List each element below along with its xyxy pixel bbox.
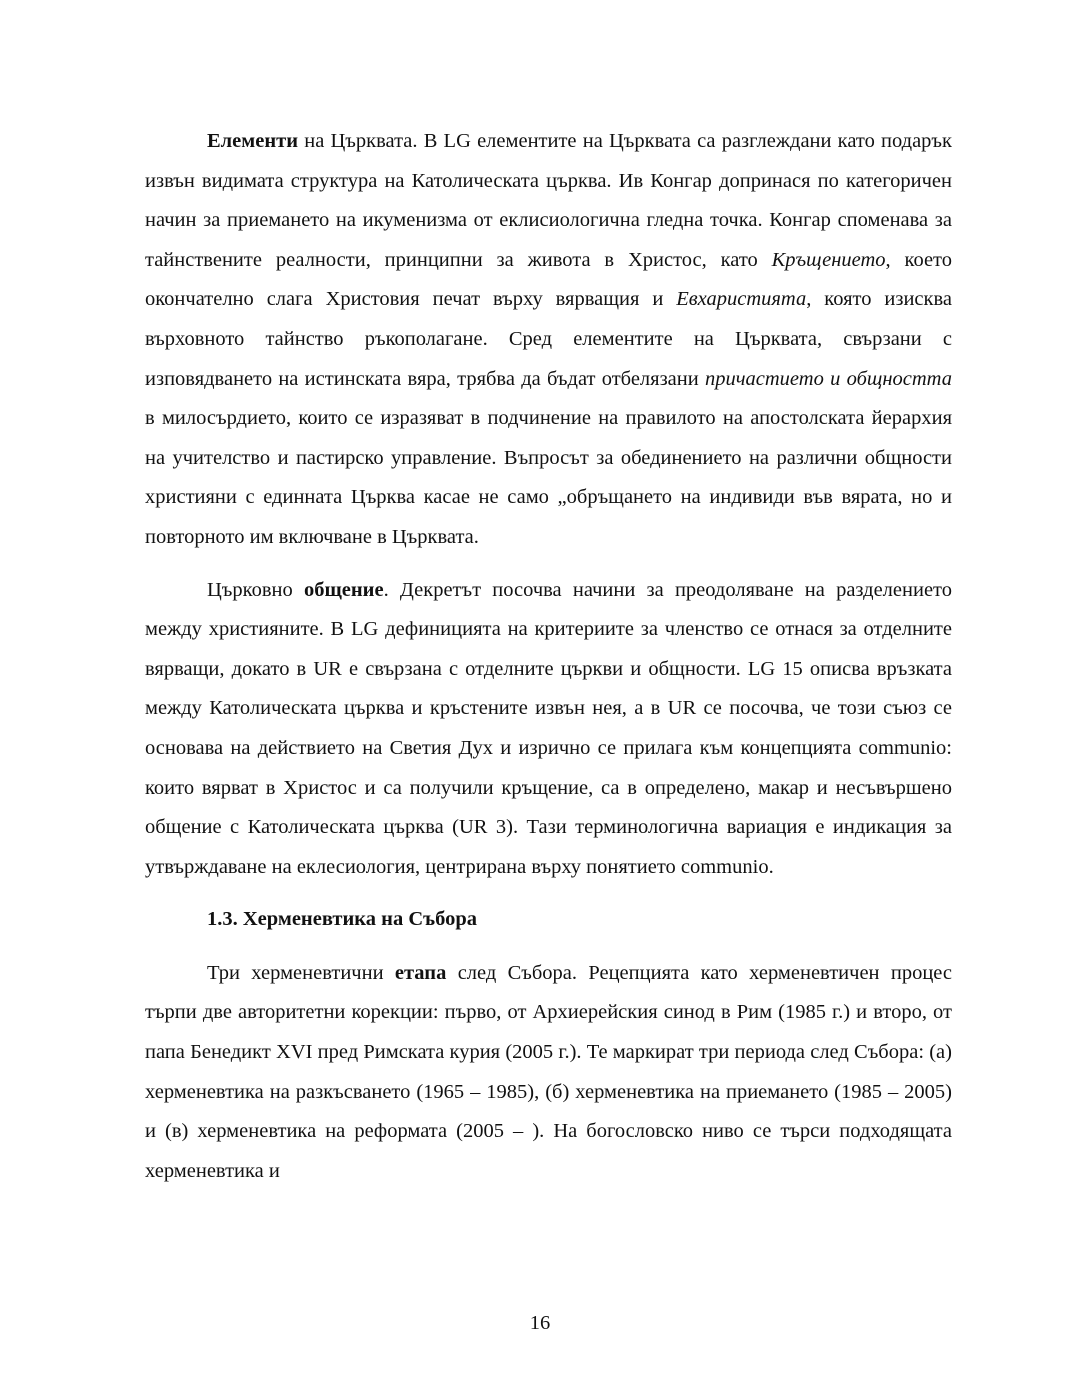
text-run: в милосърдието, които се изразяват в подчинение на правилото на апостолската йерархия на учителство и пастирско управление. Въпросът за обединението на различни общности християни с единната Църква касае не само „обръщането на индивиди във вярата, но и повторното им включване в Църквата.: [145, 407, 952, 548]
paragraph-communion: [145, 571, 952, 888]
text-run: на Църквата. В LG елементите на Църквата са разглеждани като подарък извън видимата структура на Католическата църква. Ив Конгар допринася по категоричен начин за приемането на икуменизма от еклисиологична гледна точка. Конгар споменава за тайнствените реалности, принципни за живота в Христос, като: [145, 130, 952, 271]
text-run: Църковно: [207, 578, 304, 601]
text-run: , което окончателно слага Христовия печат върху вярващия и: [145, 248, 952, 311]
paragraph-elements: [145, 122, 952, 558]
bold-term: етапа: [394, 961, 447, 984]
document-body: [145, 122, 952, 1204]
bold-term: Елементи: [207, 130, 299, 152]
text-run: Три херменевтични: [207, 961, 395, 984]
paragraph-hermeneutics: [145, 954, 952, 1192]
bold-term: общение: [303, 578, 384, 601]
page-number: 16: [529, 1312, 551, 1334]
text-run: . Декретът посочва начини за преодоляване на разделението между християните. В LG дефиницията на критериите за членство се отнася за отделните вярващи, докато в UR е свързана с отделните църкви и общности. LG 15 описва връзката между Католическата църква и кръстените извън нея, а в UR се посочва, че този съюз се основава на действието на Светия Дух и изрично се прилага към концепцията communio: които вярват в Христос и са получили кръщение, са в определено, макар и несъвършено общение с Католическата църква (UR 3). Тази терминологична вариация е индикация за утвърждаване на еклесиология, центрирана върху понятието communio.: [145, 578, 952, 878]
text-run: след Събора. Рецепцията като херменевтичен процес търпи две авторитетни корекции: първо, от Архиерейския синод в Рим (1985 г.) и второ, от папа Бенедикт XVI пред Римската курия (2005 г.). Те маркират три периода след Събора: (а) херменевтика на разкъсването (1965 – 1985), (б) херменевтика на приемането (1985 – 2005) и (в) херменевтика на реформата (2005 – ). На богословско ниво се търси подходящата херменевтика и: [145, 961, 952, 1182]
italic-term: Евхаристията: [676, 288, 807, 311]
section-heading: 1.3. Херменевтика на Събора: [207, 908, 477, 931]
italic-term: Кръщението: [771, 248, 886, 271]
text-run: , която изисква върховното тайнство ръкополагане. Сред елементите на Църквата, свързани с изповядването на истинската вяра, трябва да бъдат отбелязани: [145, 288, 952, 390]
italic-term: причастието и общността: [705, 367, 952, 390]
